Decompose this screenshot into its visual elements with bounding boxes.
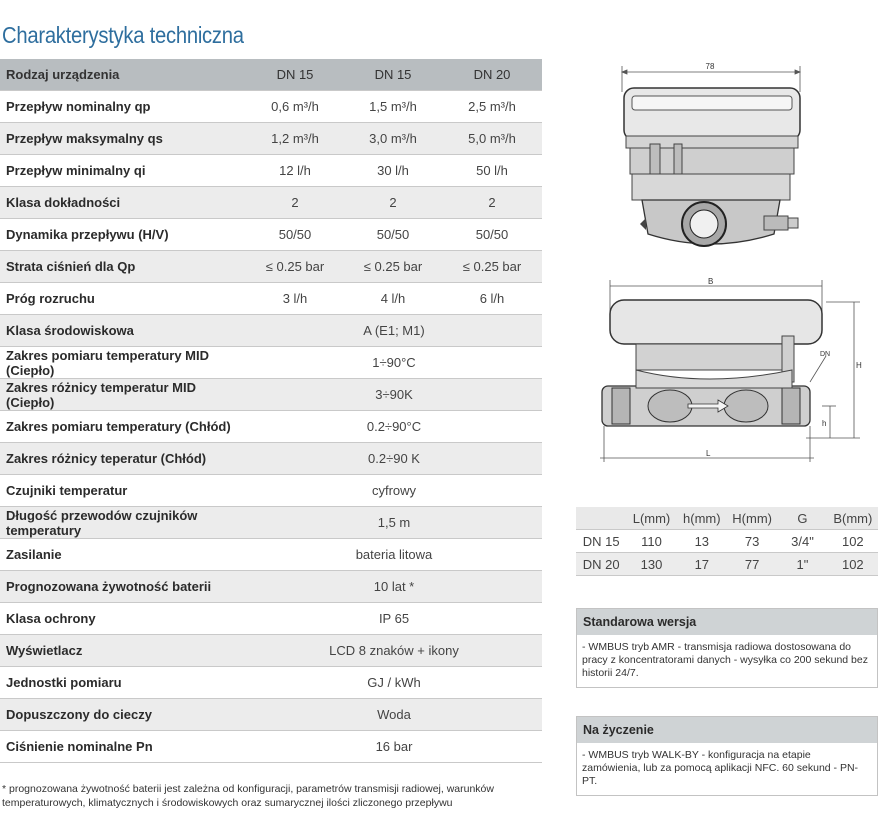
dims-cell: 3/4" [777,530,827,553]
optional-version-box [576,716,878,796]
table-row [0,411,542,443]
spec-row-value: 1,2 m³/h [246,123,344,155]
side-H-label: H [856,361,862,370]
table-row [0,539,542,571]
spec-row-value: IP 65 [246,603,542,635]
dims-header-cell: L(mm) [626,507,676,530]
spec-row-value: 50/50 [246,219,344,251]
table-row [0,507,542,539]
spec-header-col-3: DN 20 [442,59,542,91]
spec-table [0,59,542,763]
spec-row-value: 1,5 m [246,507,542,539]
side-L-label: L [706,449,711,458]
spec-row-label: Zakres różnicy teperatur (Chłód) [0,443,246,475]
standard-version-title: Standarowa wersja [577,609,877,635]
spec-row-label: Klasa ochrony [0,603,246,635]
spec-row-value: 1÷90°C [246,347,542,379]
table-row [576,530,878,553]
spec-row-label: Zakres pomiaru temperatury (Chłód) [0,411,246,443]
dims-header-cell: G [777,507,827,530]
spec-row-label: Jednostki pomiaru [0,667,246,699]
dims-header-cell [576,507,626,530]
spec-row-value: 30 l/h [344,155,442,187]
spec-row-value: 3,0 m³/h [344,123,442,155]
footnote: * prognozowana żywotność baterii jest zależna od konfiguracji, parametrów transmisji radiowej, warunków temperaturowych, klimatycznych i środowiskowych oraz sumarycznej ilości zliczonego przepływu [2,783,494,809]
dims-header-row [576,507,878,530]
dims-cell: 17 [677,553,727,576]
dims-cell: DN 15 [576,530,626,553]
spec-row-label: Zasilanie [0,539,246,571]
spec-row-value: 2 [442,187,542,219]
spec-row-value: 50/50 [442,219,542,251]
dims-cell: 102 [828,553,878,576]
table-row [0,603,542,635]
standard-version-box [576,608,878,688]
spec-row-label: Czujniki temperatur [0,475,246,507]
dims-cell: 130 [626,553,676,576]
table-row [0,731,542,763]
spec-row-value: LCD 8 znaków + ikony [246,635,542,667]
table-row [0,283,542,315]
dims-cell: 13 [677,530,727,553]
spec-row-value: 2,5 m³/h [442,91,542,123]
spec-row-value: bateria litowa [246,539,542,571]
meter-side-view-drawing [596,276,866,466]
table-row [0,187,542,219]
dims-header-cell: H(mm) [727,507,777,530]
optional-version-title: Na życzenie [577,717,877,743]
table-row [0,699,542,731]
table-row [0,443,542,475]
dims-cell: 110 [626,530,676,553]
dims-cell: 77 [727,553,777,576]
table-row [0,155,542,187]
spec-row-label: Klasa dokładności [0,187,246,219]
spec-row-value: 3 l/h [246,283,344,315]
spec-row-value: Woda [246,699,542,731]
spec-row-value: ≤ 0.25 bar [442,251,542,283]
spec-row-value: 4 l/h [344,283,442,315]
spec-row-value: ≤ 0.25 bar [344,251,442,283]
spec-row-value: 1,5 m³/h [344,91,442,123]
spec-row-value: GJ / kWh [246,667,542,699]
spec-row-value: 12 l/h [246,155,344,187]
spec-row-value: 50/50 [344,219,442,251]
dimensions-table [576,507,878,576]
spec-row-label: Strata ciśnień dla Qp [0,251,246,283]
side-B-label: B [708,277,714,286]
spec-row-label: Dynamika przepływu (H/V) [0,219,246,251]
spec-row-value: 2 [344,187,442,219]
table-row [0,315,542,347]
spec-row-label: Próg rozruchu [0,283,246,315]
dims-header-cell: h(mm) [677,507,727,530]
spec-row-label: Przepływ nominalny qp [0,91,246,123]
width-dimension-label: 78 [705,62,715,71]
spec-row-value: 6 l/h [442,283,542,315]
table-row [0,347,542,379]
spec-row-value: ≤ 0.25 bar [246,251,344,283]
spec-row-value: 0,6 m³/h [246,91,344,123]
table-row [576,553,878,576]
spec-row-label: Zakres różnicy temperatur MID (Ciepło) [0,379,246,411]
dims-cell: 73 [727,530,777,553]
spec-row-value: 5,0 m³/h [442,123,542,155]
optional-version-text: - WMBUS tryb WALK-BY - konfiguracja na etapie zamówienia, lub za pomocą aplikacji NFC. 60 sekund - PN-PT. [582,749,859,787]
spec-header-col-1: DN 15 [246,59,344,91]
table-row [0,379,542,411]
spec-row-value: 16 bar [246,731,542,763]
spec-row-label: Klasa środowiskowa [0,315,246,347]
dims-cell: 1" [777,553,827,576]
table-row [0,251,542,283]
spec-row-label: Ciśnienie nominalne Pn [0,731,246,763]
spec-row-value: A (E1; M1) [246,315,542,347]
spec-header-label: Rodzaj urządzenia [0,59,246,91]
side-DN-label: DN [820,351,831,358]
table-row [0,91,542,123]
table-row [0,635,542,667]
side-h-label: h [822,419,827,428]
spec-row-value: 0.2÷90°C [246,411,542,443]
spec-row-value: 3÷90K [246,379,542,411]
table-row [0,571,542,603]
spec-row-value: 50 l/h [442,155,542,187]
spec-row-label: Przepływ minimalny qi [0,155,246,187]
spec-row-value: 2 [246,187,344,219]
meter-top-view-drawing [604,58,816,268]
spec-row-label: Zakres pomiaru temperatury MID (Ciepło) [0,347,246,379]
table-row [0,219,542,251]
spec-row-label: Wyświetlacz [0,635,246,667]
dims-cell: DN 20 [576,553,626,576]
spec-row-label: Prognozowana żywotność baterii [0,571,246,603]
table-row [0,475,542,507]
spec-row-value: cyfrowy [246,475,542,507]
spec-row-value: 10 lat * [246,571,542,603]
table-row [0,123,542,155]
spec-header-row [0,59,542,91]
spec-header-col-2: DN 15 [344,59,442,91]
standard-version-text: - WMBUS tryb AMR - transmisja radiowa dostosowana do pracy z koncentratorami danych - wysyłka co 200 sekund bez historii 24/7. [582,641,868,679]
dims-header-cell: B(mm) [828,507,878,530]
spec-row-label: Dopuszczony do cieczy [0,699,246,731]
dims-cell: 102 [828,530,878,553]
spec-row-value: 0.2÷90 K [246,443,542,475]
page-title: Charakterystyka techniczna [2,22,244,48]
spec-row-label: Długość przewodów czujników temperatury [0,507,246,539]
spec-row-label: Przepływ maksymalny qs [0,123,246,155]
table-row [0,667,542,699]
